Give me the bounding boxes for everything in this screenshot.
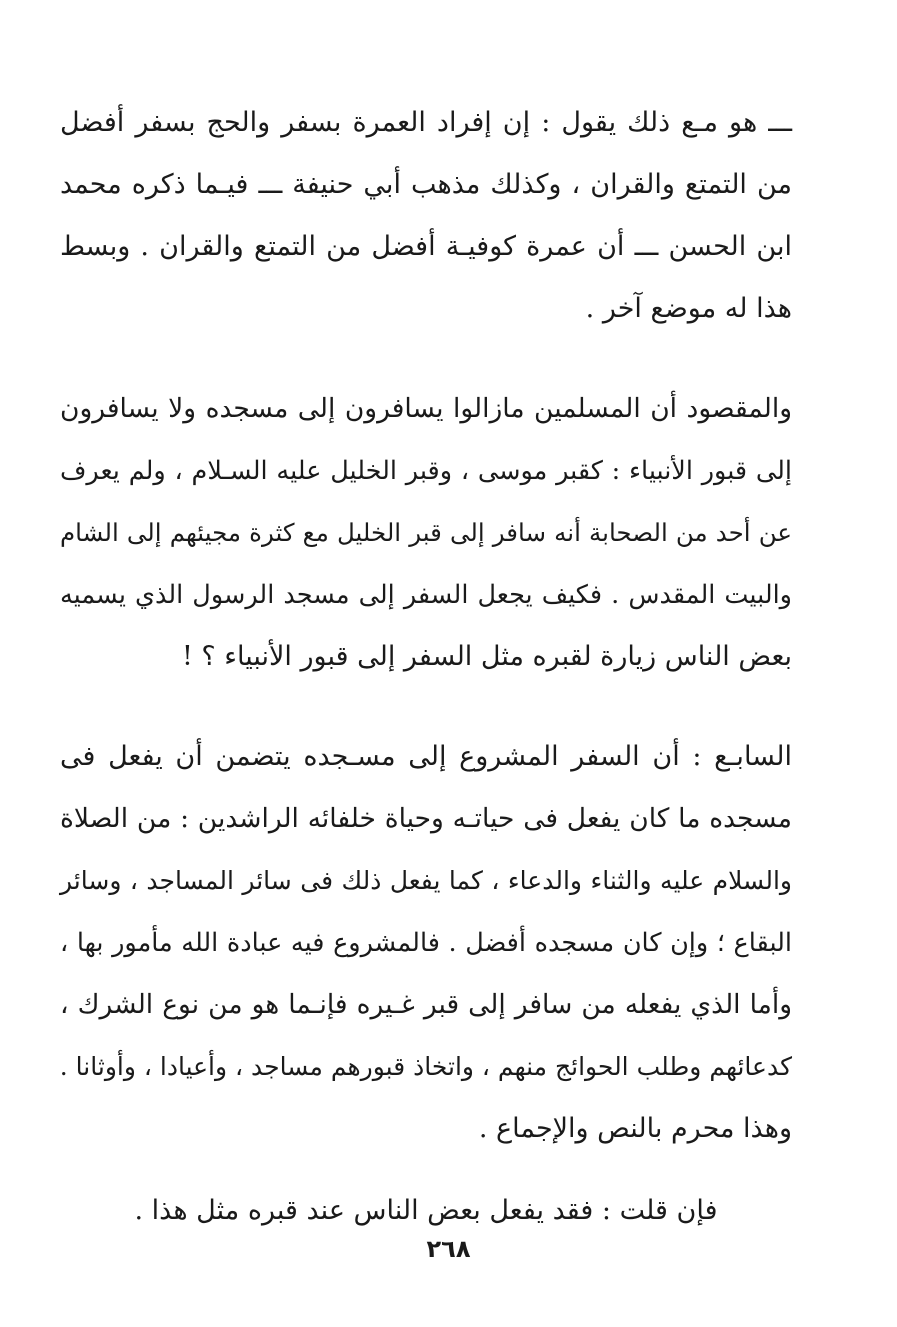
paragraph-gap [60,1160,792,1180]
text-line: كدعائهم وطلب الحوائج منهم ، واتخاذ قبورهم مساجد ، وأعيادا ، وأوثانا . [59,1052,792,1081]
paragraph-1 [60,92,792,340]
text-line: إلى قبور الأنبياء : كقبر موسى ، وقبر الخليل عليه السـلام ، ولم يعرف [60,456,792,486]
text-line: ـــ هو مـع ذلك يقول : إن إفراد العمرة بسفر والحج بسفر أفضل [60,107,792,138]
paragraph-3 [60,726,792,1160]
text-line: البقاع ؛ وإن كان مسجده أفضل . فالمشروع فيه عبادة الله مأمور بها ، [60,928,792,958]
text-line: وهذا محرم بالنص والإجماع . [478,1113,792,1144]
text-line: وأما الذي يفعله من سافر إلى قبر غـيره فإنـما هو من نوع الشرك ، [60,989,792,1020]
text-line: والبيت المقدس . فكيف يجعل السفر إلى مسجد الرسول الذي يسميه [60,580,792,610]
paragraph-2 [60,378,792,688]
text-line: من التمتع والقران ، وكذلك مذهب أبي حنيفة ـــ فيـما ذكره محمد [60,169,792,200]
text-line: والسلام عليه والثناء والدعاء ، كما يفعل ذلك فى سائر المساجد ، وسائر [60,866,792,895]
text-line: والمقصود أن المسلمين مازالوا يسافرون إلى مسجده ولا يسافرون [60,393,792,424]
text-line: السابـع : أن السفر المشروع إلى مسـجده يتضمن أن يفعل فى [60,741,792,772]
paragraph-gap [60,340,792,378]
text-line: مسجده ما كان يفعل فى حياتـه وحياة خلفائه الراشدين : من الصلاة [60,803,792,834]
page-number: ٢٦٨ [426,1235,471,1263]
page-body [60,92,792,1242]
text-line: هذا له موضع آخر . [585,293,792,324]
paragraph-gap [60,688,792,726]
text-line: ابن الحسن ـــ أن عمرة كوفيـة أفضل من التمتع والقران . وبسط [60,231,792,262]
paragraph-4 [60,1180,792,1242]
text-line: بعض الناس زيارة لقبره مثل السفر إلى قبور الأنبياء ؟ ! [181,641,792,672]
text-line: عن أحد من الصحابة أنه سافر إلى قبر الخليل مع كثرة مجيئهم إلى الشام [60,518,792,547]
text-line: فإن قلت : فقد يفعل بعض الناس عند قبره مثل هذا . [134,1195,718,1226]
